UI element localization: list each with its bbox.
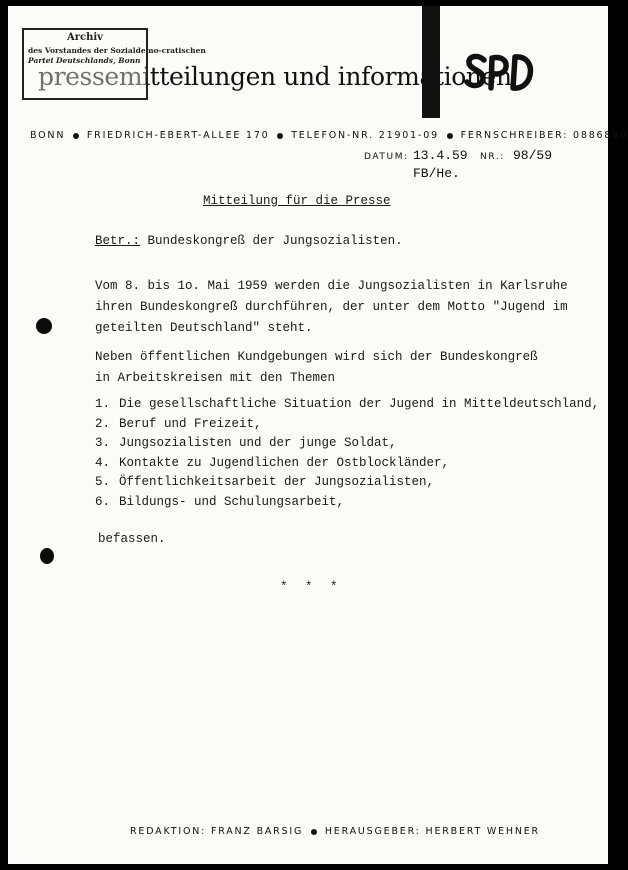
datum-label: DATUM: (364, 152, 409, 162)
document-page (8, 6, 628, 864)
list-item-text: Bildungs- und Schulungsarbeit, (119, 494, 345, 509)
paragraph-2-line: in Arbeitskreisen mit den Themen (95, 371, 336, 385)
address-street: FRIEDRICH-EBERT-ALLEE 170 (86, 130, 270, 141)
list-item-text: Öffentlichkeitsarbeit der Jungsozialisten, (119, 475, 435, 489)
list-item-number: 1. (95, 397, 111, 411)
bullet-dot-icon (311, 829, 317, 835)
paragraph-1-line: Vom 8. bis 1o. Mai 1959 werden die Jungsozialisten in Karlsruhe (95, 279, 568, 293)
list-item (95, 434, 599, 454)
list-item-number: 4. (95, 455, 111, 470)
list-item-text: Jungsozialisten und der junge Soldat, (119, 436, 397, 450)
paragraph-2 (95, 347, 538, 389)
spd-logo (463, 48, 535, 98)
list-item (95, 415, 599, 435)
nr-value: 98/59 (513, 148, 553, 163)
masthead-word-rest: gen und informationen (230, 62, 512, 91)
stamp-line-2: des Vorstandes der Sozialdemo-cratischen (28, 46, 206, 55)
document-heading: Mitteilung für die Presse (203, 194, 391, 208)
datum-value: 13.4.59 (413, 148, 468, 163)
separator-stars: * * * (280, 580, 343, 594)
paragraph-1-line: geteilten Deutschland" steht. (95, 321, 313, 335)
bullet-dot-icon (73, 133, 79, 139)
list-item-number: 6. (95, 494, 111, 509)
list-item-text: Beruf und Freizeit, (119, 416, 262, 431)
list-item (95, 454, 599, 474)
list-item (95, 395, 599, 415)
footer-herausgeber: HERAUSGEBER: HERBERT WEHNER (324, 826, 540, 837)
paragraph-1 (95, 276, 568, 339)
subject-label: Betr.: (95, 234, 141, 248)
list-item-number: 3. (95, 436, 111, 450)
author-initials: FB/He. (413, 166, 460, 181)
list-item-text: Die gesellschaftliche Situation der Jugend in Mitteldeutschland, (119, 397, 600, 411)
punch-hole-icon (36, 318, 52, 334)
closing-word: befassen. (98, 532, 166, 546)
list-item-text: Kontakte zu Jugendlichen der Ostblockländer, (119, 455, 450, 470)
address-line (30, 130, 628, 141)
bullet-dot-icon (447, 133, 453, 139)
footer-redaktion: REDAKTION: FRANZ BARSIG (130, 826, 304, 837)
address-telex: FERNSCHREIBER: 0886890 (460, 130, 628, 141)
list-item (95, 493, 599, 513)
topic-list (95, 395, 599, 512)
stamp-title: Archiv (67, 32, 103, 43)
list-item-number: 5. (95, 475, 111, 489)
list-item-number: 2. (95, 416, 111, 431)
paragraph-2-line: Neben öffentlichen Kundgebungen wird sich der Bundeskongreß (95, 350, 538, 364)
punch-hole-icon (40, 548, 54, 564)
paragraph-1-line: ihren Bundeskongreß durchführen, der unter dem Motto "Jugend im (95, 300, 568, 314)
masthead-word-presse: presse (38, 62, 119, 91)
nr-label: NR.: (480, 152, 505, 162)
address-phone: TELEFON-NR. 21901-09 (291, 130, 439, 141)
footer-line (130, 826, 540, 837)
list-item (95, 473, 599, 493)
subject-line (95, 234, 403, 248)
subject-text: Bundeskongreß der Jungsozialisten. (147, 234, 403, 248)
stamp-line-3: Partei Deutschlands, Bonn (28, 56, 141, 65)
bullet-dot-icon (277, 133, 283, 139)
address-city: BONN (30, 130, 66, 141)
masthead-word-mitteilun: mitteilun (118, 62, 230, 91)
